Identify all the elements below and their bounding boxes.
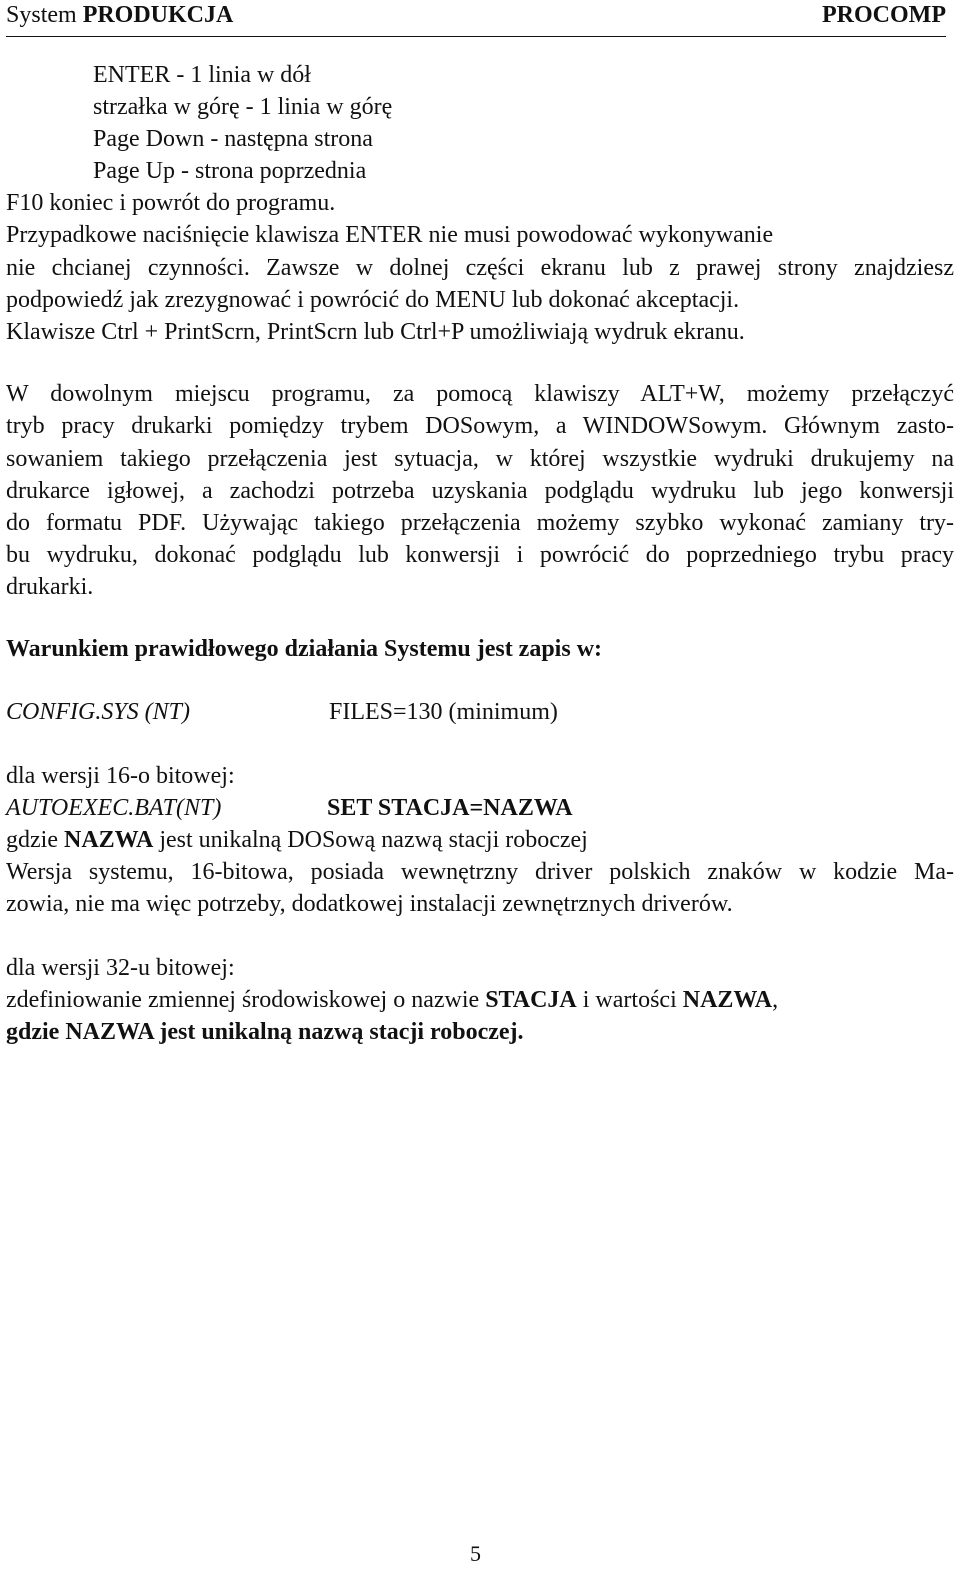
para1-line: podpowiedź jak zrezygnować i powrócić do MENU lub dokonać akceptacji. <box>6 287 740 313</box>
para2-line: bu wydruku, dokonać podglądu lub konwersji i powrócić do poprzedniego trybu pracy <box>6 542 954 568</box>
header-system-title <box>6 0 233 31</box>
header-company: PROCOMP <box>822 2 946 28</box>
para1-line: Przypadkowe naciśnięcie klawisza ENTER nie musi powodować wykonywanie <box>6 222 774 248</box>
v32-line-mid: i wartości <box>576 987 683 1013</box>
v16-desc-post: jest unikalną DOSową nazwą stacji roboczej <box>153 827 588 853</box>
v32-line <box>6 985 778 1016</box>
para1-line: nie chcianej czynności. Zawsze w dolnej części ekranu lub z prawej strony znajdziesz <box>6 255 954 281</box>
v32-line-pre: zdefiniowanie zmiennej środowiskowej o nazwie <box>6 987 486 1013</box>
key-line: strzałka w górę - 1 linia w górę <box>93 94 393 120</box>
page-header <box>6 0 946 30</box>
para2-line: do formatu PDF. Używając takiego przełączenia możemy szybko wykonać zamiany try- <box>6 510 954 536</box>
para1-line: Klawisze Ctrl + PrintScrn, PrintScrn lub Ctrl+P umożliwiają wydruk ekranu. <box>6 319 745 345</box>
autoexec-file: AUTOEXEC.BAT(NT) <box>6 795 222 821</box>
v32-line-bold: gdzie NAZWA jest unikalną nazwą stacji roboczej. <box>6 1019 524 1045</box>
v16-desc-bold: NAZWA <box>63 827 154 853</box>
v32-var-value: NAZWA <box>682 987 773 1013</box>
header-rule <box>6 36 946 37</box>
para2-line: drukarce igłowej, a zachodzi potrzeba uzyskania podglądu wydruku lub jego konwersji <box>6 478 954 504</box>
v32-var-name: STACJA <box>485 987 577 1013</box>
page-number: 5 <box>470 1541 481 1566</box>
para2-line: tryb pracy drukarki pomiędzy trybem DOSowym, a WINDOWSowym. Głównym zasto- <box>6 413 954 439</box>
v16-desc <box>6 825 588 856</box>
v32-heading: dla wersji 32-u bitowej: <box>6 955 235 981</box>
key-line: Page Down - następna strona <box>93 126 373 152</box>
config-file: CONFIG.SYS (NT) <box>6 699 191 725</box>
para2-line: W dowolnym miejscu programu, za pomocą klawiszy ALT+W, możemy przełączyć <box>6 381 954 407</box>
header-app-name: PRODUKCJA <box>82 2 234 28</box>
set-command: SET STACJA=NAZWA <box>327 795 573 821</box>
v16-note-line: Wersja systemu, 16-bitowa, posiada wewnętrzny driver polskich znaków w kodzie Ma- <box>6 859 954 885</box>
config-value: FILES=130 (minimum) <box>329 699 558 725</box>
header-system-label: System <box>6 2 77 28</box>
key-line: ENTER - 1 linia w dół <box>93 62 311 88</box>
para2-line: drukarki. <box>6 574 94 600</box>
v16-note-line: zowia, nie ma więc potrzeby, dodatkowej instalacji zewnętrznych driverów. <box>6 891 733 917</box>
key-line: Page Up - strona poprzednia <box>93 158 367 184</box>
v16-desc-pre: gdzie <box>6 827 64 853</box>
para2-line: sowaniem takiego przełączenia jest sytuacja, w której wszystkie wydruki drukujemy na <box>6 446 954 472</box>
v16-heading: dla wersji 16-o bitowej: <box>6 763 235 789</box>
para1-line: F10 koniec i powrót do programu. <box>6 190 336 216</box>
requirement-heading: Warunkiem prawidłowego działania Systemu jest zapis w: <box>6 636 603 662</box>
v32-line-post: , <box>772 987 779 1013</box>
